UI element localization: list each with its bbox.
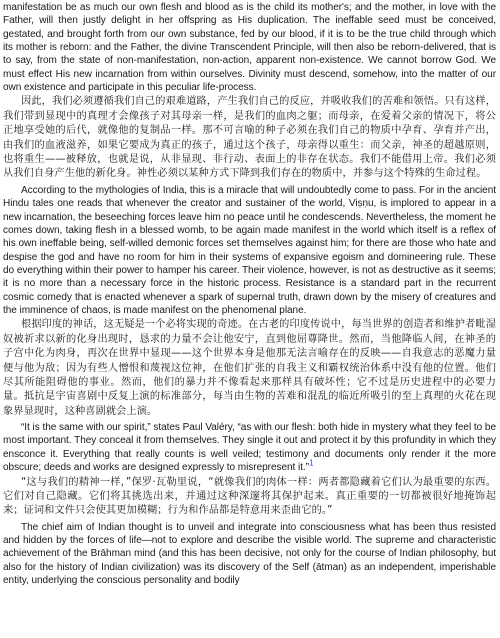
paragraph-en-4: The chief aim of Indian thought is to unveil and integrate into consciousness what has been thus resisted and hidden by the forces of life—not to explore and describe the visible world. The supreme and characteristic achievement of the Brāhman mind (and this has been decisive, not only for the course of Indian philosophy, but also for the history of Indian civilization) was its discovery of the Self (ātman) as an independent, imperishable entity, underlying the conscious personality and bodily [3, 521, 496, 587]
paragraph-en-3 [3, 421, 496, 474]
paragraph-zh-1: 因此，我们必须遵循我们自己的艰难道路，产生我们自己的反应，并吸收我们的苦难和领悟。只有这样，我们带到显现中的真理才会像孩子对其母亲一样，是我们的血肉之躯；而母亲，在爱着父亲的情况下，将公正地享受她的后代，就像他的复制品一样。那不可言喻的种子必须在我们自己的物质中孕育、孕育并产出，由我们的血液滋养，如果它要成为真正的孩子，通过这个孩子，母亲得以重生：而父亲，神圣的超越原则，也将重生——被释放，也就是说，从非显现、非行动、表面上的非存在状态。我们不能借用上帝。我们必须从我们自身产生他的新化身。神性必须以某种方式下降到我们存在的物质中，并参与这个特殊的生命过程。 [3, 96, 496, 180]
paragraph-en-1: manifestation be as much our own flesh and blood as is the child its mother's; and the mother, in love with the Father, will then justly delight in her offspring as His duplication. The ineffable seed must be conceived, gestated, and brought forth from our own substance, fed by our blood, if it is to be the true child through which its mother is reborn: and the Father, the divine Transcendent Principle, will then also be reborn-delivered, that is to say, from the state of non-manifestation, non-action, apparent non-existence. We cannot borrow God. We must effect His new incarnation from within ourselves. Divinity must descend, somehow, into the matter of our own existence and participate in this peculiar life-process. [3, 2, 496, 94]
valery-quote: “It is the same with our spirit,” states Paul Valéry, “as with our flesh: both hide in mystery what they feel to be most important. They conceal it from themselves. They single it out and protect it by this profundity in which they ensconce it. Everything that really counts is well veiled; testimony and documents only render it the more obscure; deeds and works are designed expressly to misrepresent it.” [3, 422, 496, 474]
page [3, 1, 496, 587]
footnote-link[interactable]: 1 [308, 458, 314, 468]
paragraph-en-2: According to the mythologies of India, this is a miracle that will undoubtedly come to pass. For in the ancient Hindu tales one reads that whenever the creator and sustainer of the world, Viṣṇu, is implored to appear in a new incarnation, the beseeching forces leave him no peace until he condescends. Nevertheless, the moment he comes down, taking flesh in a blessed womb, to be again made manifest in the world which itself is a reflex of his own ineffable being, self-willed demonic forces set themselves against him; for there are those who hate and despise the god and have no room for him in their systems of expansive egoism and domineering rule. These do everything within their power to hamper his career. Their violence, however, is not as destructive as it seems; it is no more than a necessary force in the historic process. Resistance is a standard part in the recurrent cosmic comedy that is enacted whenever a spark of supernal truth, drawn down by the misery of creatures and the imminence of chaos, is made manifest on the phenomenal plane. [3, 184, 496, 316]
paragraph-zh-3: “这与我们的精神一样，”保罗·瓦勒里说，“就像我们的肉体一样：两者都隐藏着它们认为最重要的东西。它们对自己隐藏。它们将其挑选出来，并通过这种深邃将其保护起来。真正重要的一切都被很好地掩饰起来；证词和文件只会使其更加模糊；行为和作品都是特意用来歪曲它的。” [3, 476, 496, 517]
paragraph-zh-2: 根据印度的神话，这无疑是一个必将实现的奇迹。在古老的印度传说中，每当世界的创造者和维护者毗湿奴被祈求以新的化身出现时，恳求的力量不会让他安宁，直到他屈尊降世。然而，当他降临人间，在神圣的子宫中化为肉身，再次在世界中显现——这个世界本身是他那无法言喻存在的反映——自我意志的恶魔力量便与他为敌；因为有些人憎恨和蔑视这位神，在他们扩张的自我主义和霸权统治体系中没有他的位置。他们尽其所能阻碍他的事业。然而，他们的暴力并不像看起来那样具有破坏性；它不过是历史进程中的必要力量。抵抗是宇宙喜剧中反复上演的标准部分，每当由生物的苦难和混乱的临近所吸引的至上真理的火花在现象界显现时，这种喜剧就会上演。 [3, 319, 496, 417]
